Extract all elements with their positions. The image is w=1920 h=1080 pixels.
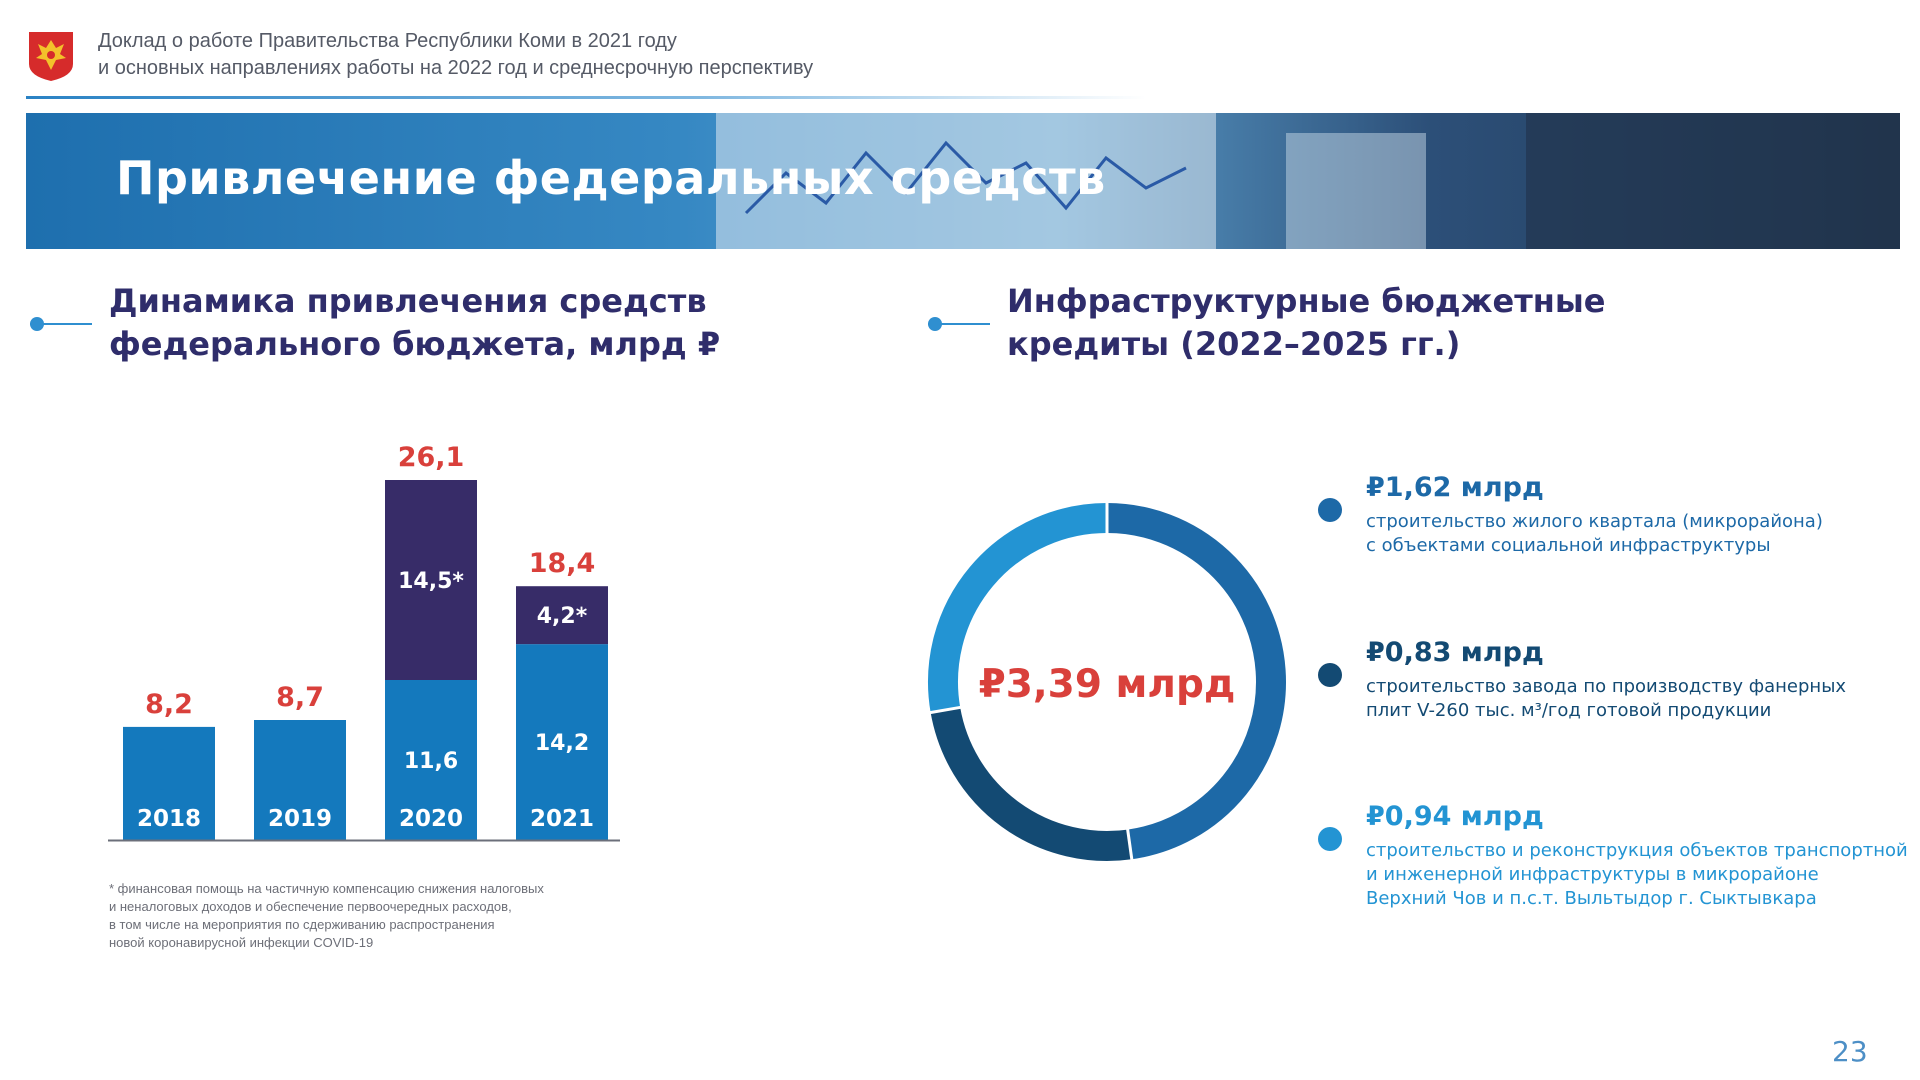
footnote-line1: * финансовая помощь на частичную компенсацию снижения налоговых [109, 881, 544, 896]
donut-slice-2 [945, 710, 1129, 846]
legend-value-1: ₽1,62 млрд [1366, 472, 1544, 503]
donut-chart-title [1007, 280, 1605, 366]
page-number: 23 [1832, 1035, 1868, 1068]
section-bullet-right [928, 317, 942, 331]
footnote [109, 880, 544, 952]
legend-desc-1-line1: строительство жилого квартала (микрорайона) [1366, 511, 1823, 532]
legend-dot-3 [1318, 827, 1342, 851]
legend-desc-2-line2: плит V-260 тыс. м³/год готовой продукции [1366, 700, 1772, 721]
legend-dot-1 [1318, 498, 1342, 522]
section-bullet-left [30, 317, 44, 331]
legend-desc-1-line2: с объектами социальной инфраструктуры [1366, 535, 1771, 556]
bar-2018-category-label: 2018 [136, 806, 202, 832]
legend-value-3: ₽0,94 млрд [1366, 801, 1544, 832]
title-banner [26, 113, 1900, 249]
legend-desc-2-line1: строительство завода по производству фанерных [1366, 676, 1847, 697]
bar-2019-category-label: 2019 [267, 806, 333, 832]
bar-2021-total-label: 18,4 [528, 548, 596, 580]
legend-desc-1 [1366, 510, 1823, 558]
bar-2020-category-label: 2020 [398, 806, 464, 832]
bar-2020-total-label: 26,1 [397, 442, 465, 473]
bar-2019-total-label: 8,7 [276, 682, 324, 713]
bar-chart-title [109, 280, 720, 366]
bar-chart-title-line2: федерального бюджета, млрд ₽ [109, 325, 721, 363]
legend-desc-3 [1366, 839, 1908, 911]
page-title: Привлечение федеральных средств [116, 151, 1106, 205]
legend-desc-3-line1: строительство и реконструкция объектов транспортной [1366, 840, 1908, 861]
bar-2020-segment-2-label: 14,5* [398, 569, 464, 594]
bar-2018-total-label: 8,2 [145, 688, 193, 720]
donut-chart-title-line2: кредиты (2022–2025 гг.) [1007, 325, 1461, 363]
legend-desc-3-line3: Верхний Чов и п.с.т. Выльтыдор г. Сыктывкара [1366, 888, 1817, 909]
bar-chart [100, 410, 660, 850]
report-header-line2: и основных направлениях работы на 2022 год и среднесрочную перспективу [98, 57, 814, 79]
bar-2021-category-label: 2021 [529, 806, 595, 832]
donut-chart [917, 492, 1297, 872]
donut-chart-title-line1: Инфраструктурные бюджетные [1007, 282, 1606, 320]
bar-2020-segment-1-label: 11,6 [403, 749, 459, 774]
footnote-line3: в том числе на мероприятия по сдерживанию распространения [109, 917, 495, 932]
header-divider [26, 96, 1146, 99]
footnote-line4: новой коронавирусной инфекции COVID-19 [109, 935, 374, 950]
bar-2021-segment-2-label: 4,2* [536, 604, 588, 630]
legend-desc-3-line2: и инженерной инфраструктуры в микрорайоне [1366, 864, 1819, 885]
coat-of-arms-emblem [26, 30, 76, 82]
bar-2021-segment-1-label: 14,2 [534, 731, 590, 757]
report-header [98, 28, 813, 82]
donut-center-total: ₽3,39 млрд [978, 662, 1236, 707]
bar-chart-title-line1: Динамика привлечения средств [109, 282, 707, 320]
footnote-line2: и неналоговых доходов и обеспечение первоочередных расходов, [109, 899, 512, 914]
legend-value-2: ₽0,83 млрд [1366, 637, 1544, 668]
report-header-line1: Доклад о работе Правительства Республики Коми в 2021 году [98, 30, 677, 52]
legend-desc-2 [1366, 675, 1846, 723]
legend-dot-2 [1318, 663, 1342, 687]
